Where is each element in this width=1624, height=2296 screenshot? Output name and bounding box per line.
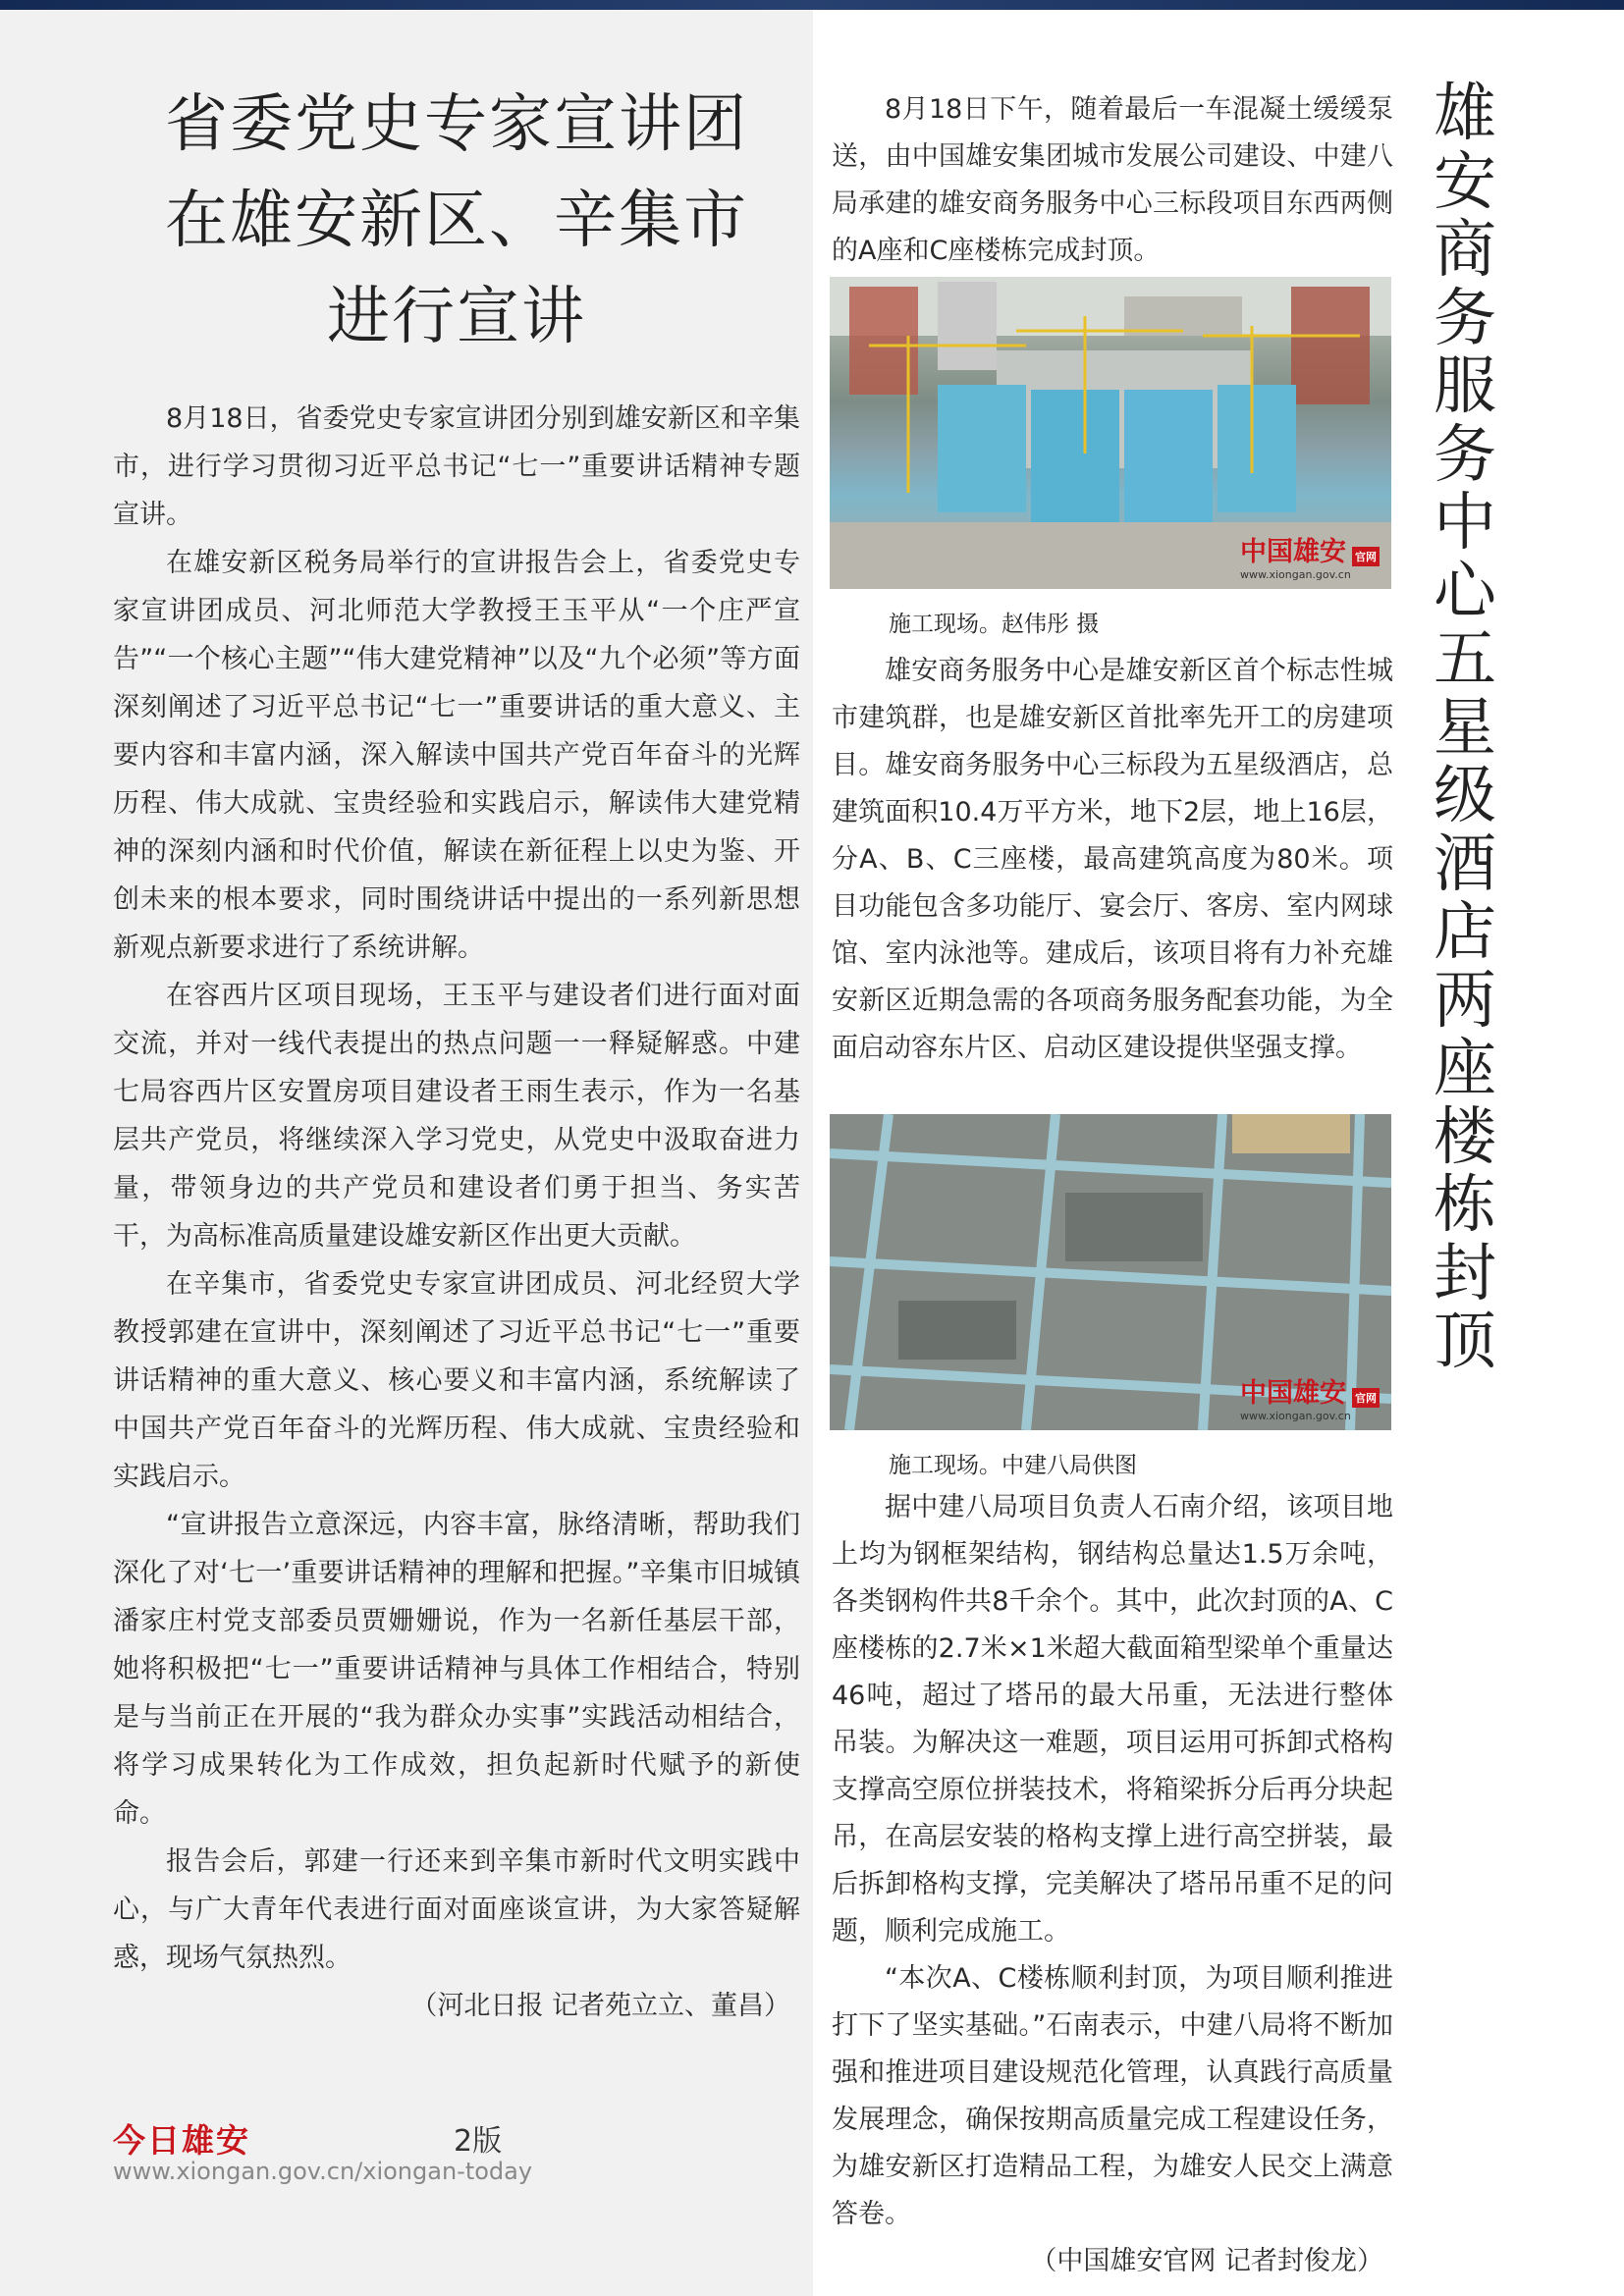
vertical-headline-char: 五 [1434, 623, 1496, 696]
left-paragraph-5: “宣讲报告立意深远，内容丰富，脉络清晰，帮助我们深化了对‘七一’重要讲话精神的理解和把握。”辛集市旧城镇潘家庄村党支部委员贾姗姗说，作为一名新任基层干部，她将积极把“七一”重要讲话精神与具体工作相结合，特别是与当前正在开展的“我为群众办实事”实践活动相结合，将学习成果转化为工作成效，担负起新时代赋予的新使命。 [113, 1510, 800, 1829]
watermark-2-tag: 官网 [1352, 1388, 1380, 1408]
right-article-source: （中国雄安官网 记者封俊龙） [1030, 2246, 1383, 2276]
headline-line-2: 在雄安新区、辛集市 [165, 185, 748, 257]
vertical-headline-char: 中 [1434, 487, 1496, 560]
left-paragraph-6: 报告会后，郭建一行还来到辛集市新时代文明实践中心，与广大青年代表进行面对面座谈宣讲，为大家答疑解惑，现场气氛热烈。 [113, 1846, 800, 1973]
top-bar [0, 0, 1624, 10]
construction-photo-2 [830, 1114, 1391, 1430]
right-paragraph-3: 据中建八局项目负责人石南介绍，该项目地上均为钢框架结构，钢结构总量达1.5万余吨，各类钢构件共8千余个。其中，此次封顶的A、C座楼栋的2.7米×1米超大截面箱型梁单个重量达46吨，超过了塔吊的最大吊重，无法进行整体吊装。为解决这一难题，项目运用可拆卸式格构支撑高空原位拼装技术，将箱梁拆分后再分块起吊，在高层安装的格构支撑上进行高空拼装，最后拆卸格构支撑，完美解决了塔吊吊重不足的问题，顺利完成施工。 [832, 1492, 1393, 1947]
right-paragraph-1: 8月18日下午，随着最后一车混凝土缓缓泵送，由中国雄安集团城市发展公司建设、中建八局承建的雄安商务服务中心三标段项目东西两侧的A座和C座楼栋完成封顶。 [832, 94, 1393, 266]
vertical-headline-char: 楼 [1434, 1100, 1496, 1174]
left-paragraph-2: 在雄安新区税务局举行的宣讲报告会上，省委党史专家宣讲团成员、河北师范大学教授王玉平从“一个庄严宣告”“一个核心主题”“伟大建党精神”以及“九个必须”等方面深刻阐述了习近平总书记“七一”重要讲话的重大意义、主要内容和丰富内涵，深入解读中国共产党百年奋斗的光辉历程、伟大成就、宝贵经验和实践启示，解读伟大建党精神的深刻内涵和时代价值，解读在新征程上以史为鉴、开创未来的根本要求，同时围绕讲话中提出的一系列新思想新观点新要求进行了系统讲解。 [113, 548, 800, 963]
vertical-headline-char: 服 [1434, 350, 1496, 423]
right-paragraph-2: 雄安商务服务中心是雄安新区首个标志性城市建筑群，也是雄安新区首批率先开工的房建项目。雄安商务服务中心三标段为五星级酒店，总建筑面积10.4万平方米，地下2层，地上16层，分A、B、C三座楼，最高建筑高度为80米。项目功能包含多功能厅、宴会厅、客房、室内网球馆、室内泳池等。建成后，该项目将有力补充雄安新区近期急需的各项商务服务配套功能，为全面启动容东片区、启动区建设提供坚强支撑。 [832, 656, 1393, 1063]
watermark-1 [1240, 530, 1380, 581]
vertical-headline-char: 商 [1434, 214, 1496, 287]
vertical-headline-char: 安 [1434, 145, 1496, 219]
vertical-headline-char: 心 [1434, 555, 1496, 628]
watermark-2-text: 中国雄安 [1240, 1378, 1346, 1409]
watermark-1-url: www.xiongan.gov.cn [1240, 568, 1351, 581]
right-paragraph-4: “本次A、C楼栋顺利封顶，为项目顺利推进打下了坚实基础。”石南表示，中建八局将不断加强和推进项目建设规范化管理，认真践行高质量发展理念，确保按期高质量完成工程建设任务，为雄安新区打造精品工程，为雄安人民交上满意答卷。 [832, 1963, 1393, 2229]
vertical-headline-char: 栋 [1434, 1169, 1496, 1242]
watermark-2 [1240, 1371, 1380, 1422]
construction-photo-1 [830, 277, 1391, 589]
right-paragraph-top [832, 86, 1393, 275]
headline-line-1: 省委党史专家宣讲团 [165, 88, 748, 161]
right-paragraph-middle [832, 648, 1393, 1072]
left-paragraph-1: 8月18日，省委党史专家宣讲团分别到雄安新区和辛集市，进行学习贯彻习近平总书记“七一”重要讲话精神专题宣讲。 [113, 403, 800, 530]
left-article-body [113, 395, 800, 2030]
vertical-headline-char: 顶 [1434, 1306, 1496, 1378]
headline-line-3: 进行宣讲 [327, 281, 586, 353]
vertical-headline-char: 雄 [1434, 78, 1496, 150]
photo-2-caption: 施工现场。中建八局供图 [889, 1453, 1137, 1478]
vertical-headline-char: 星 [1434, 691, 1496, 765]
left-headline [113, 77, 800, 365]
watermark-2-url: www.xiongan.gov.cn [1240, 1410, 1351, 1422]
watermark-1-tag: 官网 [1352, 547, 1380, 566]
left-paragraph-3: 在容西片区项目现场，王玉平与建设者们进行面对面交流，并对一线代表提出的热点问题一一释疑解惑。中建七局容西片区安置房项目建设者王雨生表示，作为一名基层共产党员，将继续深入学习党史，从党史中汲取奋进力量，带领身边的共产党员和建设者们勇于担当、务实苦干，为高标准高质量建设雄安新区作出更大贡献。 [113, 981, 800, 1252]
vertical-headline-char: 封 [1434, 1237, 1496, 1310]
vertical-headline [1426, 80, 1504, 1377]
right-paragraphs-bottom [832, 1484, 1393, 2285]
vertical-headline-char: 两 [1434, 964, 1496, 1038]
footer-url[interactable]: www.xiongan.gov.cn/xiongan-today [113, 2158, 533, 2185]
vertical-headline-char: 酒 [1434, 828, 1496, 901]
footer-logo: 今日雄安 [113, 2121, 250, 2160]
photo-1-caption: 施工现场。赵伟彤 摄 [889, 612, 1100, 637]
left-paragraph-4: 在辛集市，省委党史专家宣讲团成员、河北经贸大学教授郭建在宣讲中，深刻阐述了习近平总书记“七一”重要讲话精神的重大意义、核心要义和丰富内涵，系统解读了中国共产党百年奋斗的光辉历程、伟大成就、宝贵经验和实践启示。 [113, 1269, 800, 1492]
vertical-headline-char: 级 [1434, 760, 1496, 832]
left-article-source: （河北日报 记者苑立立、董昌） [410, 1991, 790, 2021]
vertical-headline-char: 务 [1434, 418, 1496, 492]
footer-page-number: 2版 [454, 2124, 503, 2159]
vertical-headline-char: 店 [1434, 896, 1496, 969]
vertical-headline-char: 座 [1434, 1033, 1496, 1105]
watermark-1-text: 中国雄安 [1240, 537, 1346, 567]
vertical-headline-char: 务 [1434, 282, 1496, 355]
